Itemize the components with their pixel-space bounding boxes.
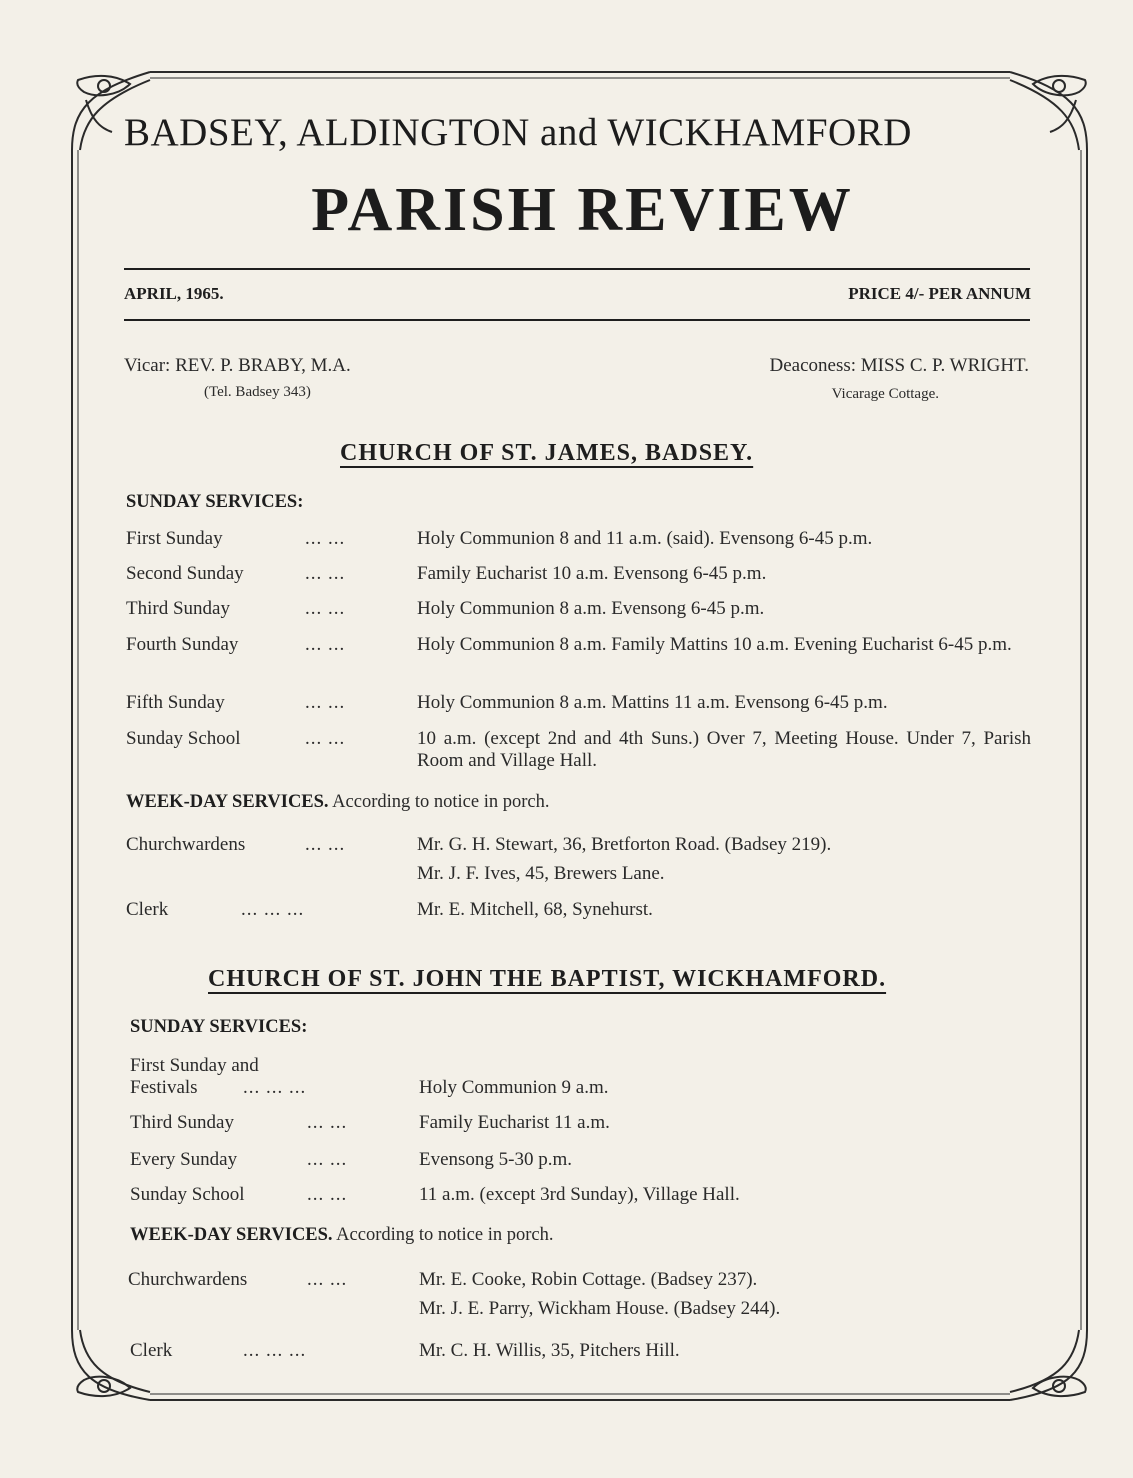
leader-dots: ... ... — [305, 692, 346, 713]
service-day: Sunday School — [126, 728, 241, 749]
leader-dots: ... ... — [307, 1112, 348, 1133]
publication-title: PARISH REVIEW — [311, 176, 854, 244]
service-day: First Sunday and — [130, 1055, 259, 1076]
service-details: 11 a.m. (except 3rd Sunday), Village Hall. — [419, 1184, 740, 1205]
churchwarden-name: Mr. J. E. Parry, Wickham House. (Badsey 244). — [419, 1298, 781, 1319]
leader-dots: ... ... — [305, 634, 346, 655]
corner-ornament-bottom-right — [1010, 1330, 1087, 1400]
service-day: Second Sunday — [126, 563, 244, 584]
leader-dots: ... ... — [305, 563, 346, 584]
service-details: Holy Communion 8 a.m. Mattins 11 a.m. Evensong 6-45 p.m. — [417, 692, 888, 713]
service-details: Holy Communion 8 a.m. Evensong 6-45 p.m. — [417, 598, 765, 619]
service-day: Third Sunday — [126, 598, 230, 619]
service-day: Sunday School — [130, 1184, 245, 1205]
vicar-telephone: (Tel. Badsey 343) — [204, 384, 311, 400]
service-details: Holy Communion 8 a.m. Family Mattins 10 a.m. Evening Eucharist 6-45 p.m. — [417, 634, 1012, 655]
service-day: Third Sunday — [130, 1112, 234, 1133]
leader-dots: ... ... — [307, 1184, 348, 1205]
weekday-heading: WEEK-DAY SERVICES. — [126, 792, 329, 812]
service-details: Holy Communion 9 a.m. — [419, 1077, 609, 1098]
price: PRICE 4/- PER ANNUM — [848, 284, 1031, 303]
leader-dots: ... ... ... — [241, 899, 305, 920]
service-day: First Sunday — [126, 528, 223, 549]
churchwarden-name: Mr. E. Cooke, Robin Cottage. (Badsey 237). — [419, 1269, 758, 1290]
badsey-church-title: CHURCH OF ST. JAMES, BADSEY. — [340, 440, 754, 466]
leader-dots: ... ... — [307, 1269, 348, 1290]
service-details: Family Eucharist 11 a.m. — [419, 1112, 610, 1133]
wickhamford-weekday-services — [130, 1225, 553, 1246]
leader-dots: ... ... — [307, 1149, 348, 1170]
service-day: Fifth Sunday — [126, 692, 225, 713]
corner-ornament-top-right — [1010, 72, 1087, 150]
service-details: Evensong 5-30 p.m. — [419, 1149, 573, 1170]
service-day: Fourth Sunday — [126, 634, 239, 655]
clerk-name: Mr. C. H. Willis, 35, Pitchers Hill. — [419, 1340, 680, 1361]
service-details: Family Eucharist 10 a.m. Evensong 6-45 p.m. — [417, 563, 767, 584]
service-day: Every Sunday — [130, 1149, 238, 1170]
deaconess: Deaconess: MISS C. P. WRIGHT. — [769, 355, 1029, 376]
parishes-heading: BADSEY, ALDINGTON and WICKHAMFORD — [124, 111, 912, 154]
clerk-label: Clerk — [126, 899, 169, 920]
leader-dots: ... ... — [305, 528, 346, 549]
badsey-weekday-services — [126, 792, 549, 813]
leader-dots: ... ... — [305, 598, 346, 619]
service-details: 10 a.m. (except 2nd and 4th Suns.) Over 7, Meeting House. Under 7, Parish Room and Village Hall. — [417, 728, 1031, 771]
weekday-heading: WEEK-DAY SERVICES. — [130, 1225, 333, 1245]
weekday-note: According to notice in porch. — [336, 1225, 554, 1245]
churchwarden-name: Mr. G. H. Stewart, 36, Bretforton Road. (Badsey 219). — [417, 834, 832, 855]
churchwardens-label: Churchwardens — [128, 1269, 248, 1290]
wickhamford-church-title: CHURCH OF ST. JOHN THE BAPTIST, WICKHAMFORD. — [208, 966, 887, 992]
header-rule-top — [124, 268, 1030, 270]
header-rule-bottom — [124, 319, 1030, 321]
leader-dots: ... ... ... — [243, 1340, 307, 1361]
wickhamford-sunday-heading: SUNDAY SERVICES: — [130, 1017, 308, 1037]
badsey-sunday-heading: SUNDAY SERVICES: — [126, 492, 304, 512]
leader-dots: ... ... — [305, 834, 346, 855]
leader-dots: ... ... ... — [243, 1077, 307, 1098]
issue-date: APRIL, 1965. — [124, 284, 224, 303]
service-day: Festivals — [130, 1077, 198, 1098]
deaconess-address: Vicarage Cottage. — [831, 386, 939, 402]
vicar: Vicar: REV. P. BRABY, M.A. — [124, 355, 351, 376]
clerk-label: Clerk — [130, 1340, 173, 1361]
service-details: Holy Communion 8 and 11 a.m. (said). Evensong 6-45 p.m. — [417, 528, 873, 549]
churchwardens-label: Churchwardens — [126, 834, 246, 855]
leader-dots: ... ... — [305, 728, 346, 749]
clerk-name: Mr. E. Mitchell, 68, Synehurst. — [417, 899, 653, 920]
churchwarden-name: Mr. J. F. Ives, 45, Brewers Lane. — [417, 863, 665, 884]
weekday-note: According to notice in porch. — [332, 792, 550, 812]
